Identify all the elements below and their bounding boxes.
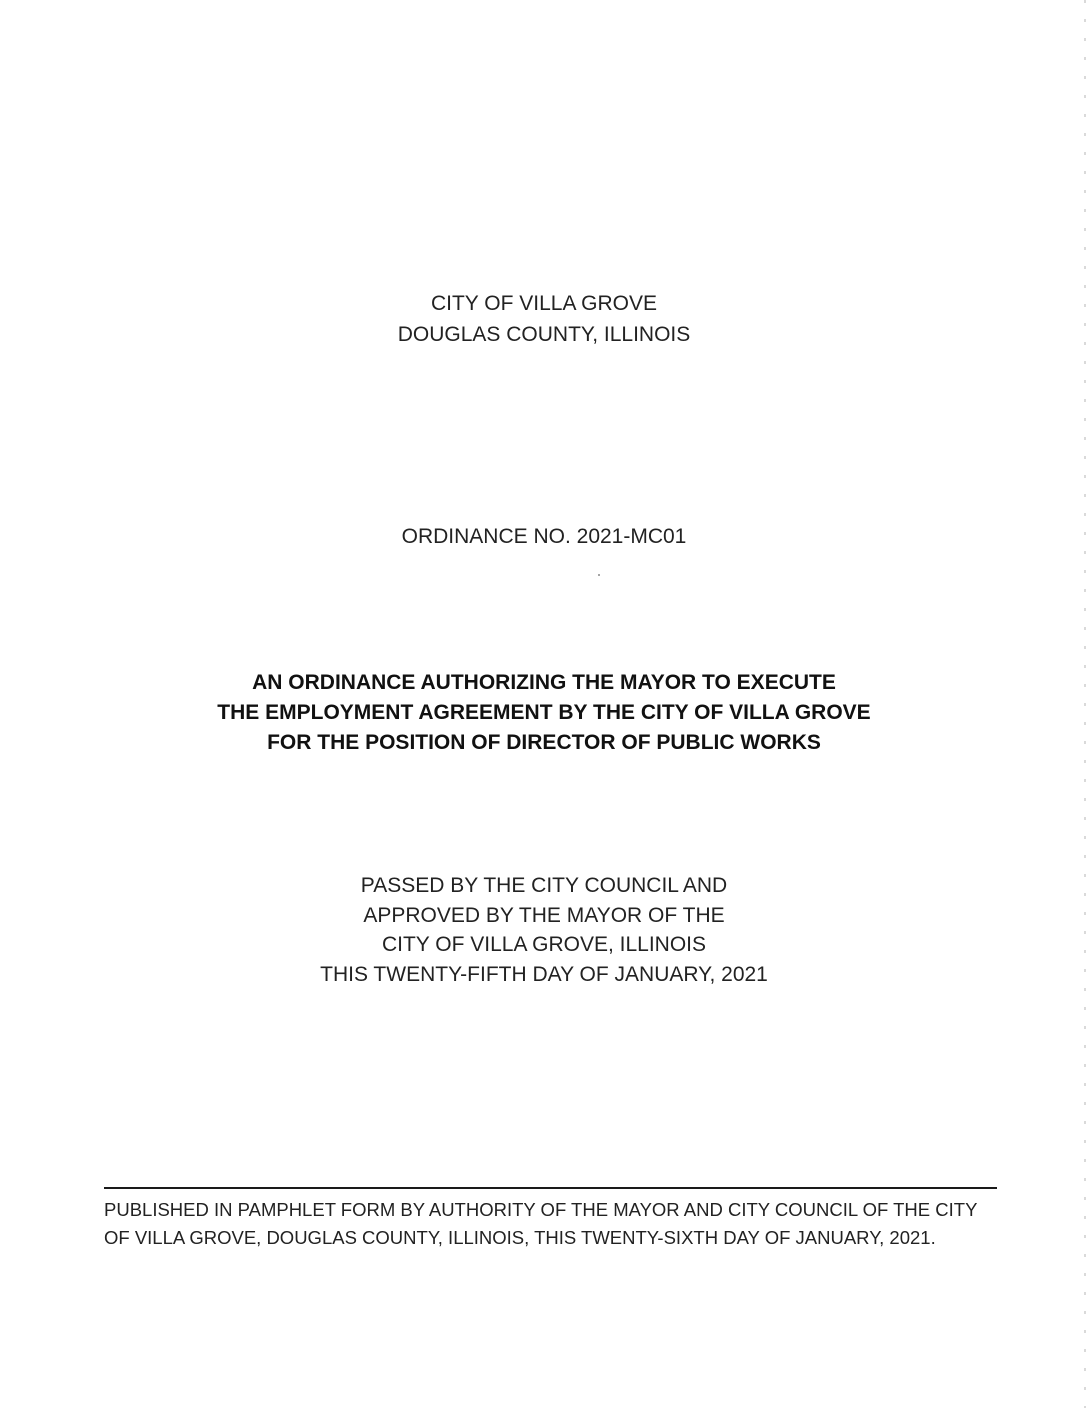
title-line-2: THE EMPLOYMENT AGREEMENT BY THE CITY OF VILLA GROVE	[217, 701, 871, 724]
ordinance-number-block	[0, 521, 1088, 552]
publication-footer	[104, 1196, 1004, 1252]
title-line-3: FOR THE POSITION OF DIRECTOR OF PUBLIC WORKS	[267, 731, 821, 754]
passed-line-4: THIS TWENTY-FIFTH DAY OF JANUARY, 2021	[320, 962, 768, 986]
ordinance-number: ORDINANCE NO. 2021-MC01	[401, 525, 687, 548]
county-state: DOUGLAS COUNTY, ILLINOIS	[397, 323, 691, 346]
footer-line-2: OF VILLA GROVE, DOUGLAS COUNTY, ILLINOIS, THIS TWENTY-SIXTH DAY OF JANUARY, 2021.	[104, 1227, 936, 1248]
city-name: CITY OF VILLA GROVE	[430, 292, 658, 315]
passed-statement	[0, 871, 1088, 989]
footer-line-1: PUBLISHED IN PAMPHLET FORM BY AUTHORITY OF THE MAYOR AND CITY COUNCIL OF THE CITY	[104, 1199, 978, 1220]
passed-line-3: CITY OF VILLA GROVE, ILLINOIS	[381, 933, 707, 956]
passed-line-2: APPROVED BY THE MAYOR OF THE	[363, 903, 725, 927]
title-line-1: AN ORDINANCE AUTHORIZING THE MAYOR TO EXECUTE	[252, 671, 836, 694]
scan-speck	[598, 574, 600, 576]
footer-divider	[104, 1187, 997, 1189]
city-header	[0, 288, 1088, 350]
ordinance-title	[0, 668, 1088, 758]
scan-edge-artifact	[1084, 0, 1086, 1408]
passed-line-1: PASSED BY THE CITY COUNCIL AND	[360, 874, 728, 897]
